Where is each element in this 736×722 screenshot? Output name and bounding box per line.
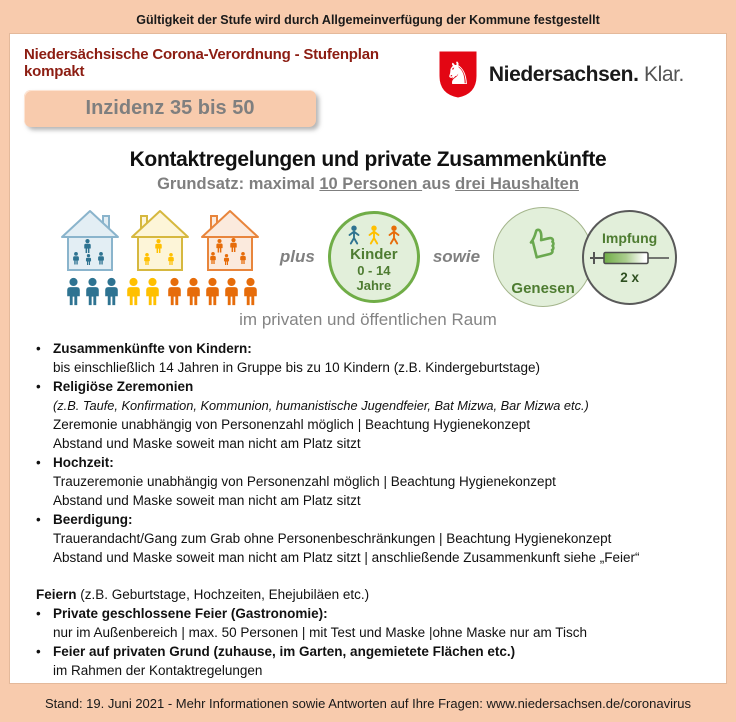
rule-item [36, 377, 700, 453]
plus-connector: plus [279, 247, 315, 266]
kinder-circle [328, 211, 420, 303]
rule-item [36, 642, 700, 680]
validity-banner-text: Gültigkeit der Stufe wird durch Allgemeinverfügung der Kommune festgestellt [136, 12, 600, 27]
three-children-icon [343, 225, 405, 246]
subtitle-part1: Grundsatz: maximal [157, 175, 320, 193]
rule-detail: Trauzeremonie unabhängig von Personenzahl möglich | Beachtung Hygienekonzept [53, 474, 556, 489]
feiern-heading-bold: Feiern [36, 587, 77, 602]
scope-caption: im privaten und öffentlichen Raum [239, 310, 497, 329]
validity-banner [9, 6, 727, 33]
kinder-label: Kinder [350, 246, 398, 263]
households-illustration [59, 207, 267, 307]
logo-text-main: Niedersachsen. [488, 62, 639, 86]
rule-detail: Abstand und Maske soweit man nicht am Platz sitzt [53, 493, 361, 508]
bullet-icon [36, 604, 53, 623]
rule-item [36, 510, 700, 567]
header-row [10, 44, 726, 127]
genesen-circle [493, 207, 593, 307]
coat-of-arms-icon [438, 50, 478, 99]
subtitle-part3: aus [422, 175, 456, 193]
logo-text [489, 63, 684, 87]
header-left [24, 46, 438, 127]
niedersachsen-logo [438, 50, 684, 99]
impfung-circle [582, 210, 677, 305]
syringe-icon [589, 249, 671, 267]
rule-detail: bis einschließlich 14 Jahren in Gruppe bis zu 10 Kindern (z.B. Kindergeburtstage) [53, 360, 541, 375]
bullet-icon [36, 453, 53, 472]
logo-text-sub: Klar. [643, 62, 684, 86]
rule-title: Feier auf privaten Grund (zuhause, im Garten, angemietete Flächen etc.) [53, 644, 516, 659]
feiern-heading [36, 585, 700, 604]
rule-detail: Zeremonie unabhängig von Personenzahl möglich | Beachtung Hygienekonzept [53, 417, 531, 432]
ten-people-row-icon [67, 278, 257, 305]
thumbs-up-icon [520, 218, 568, 264]
sowie-connector: sowie [432, 247, 481, 266]
horse-glyph: ♞ [443, 56, 472, 92]
rule-detail: Trauerandacht/Gang zum Grab ohne Personenbeschränkungen | Beachtung Hygienekonzept [53, 531, 612, 546]
rule-title: Private geschlossene Feier (Gastronomie): [53, 606, 328, 621]
bullet-icon [36, 339, 53, 358]
rule-item [36, 453, 700, 510]
subtitle-part4-underlined: drei Haushalten [455, 175, 579, 193]
kinder-age-range: 0 - 14 [357, 263, 391, 278]
impfung-label: Impfung [601, 229, 658, 246]
bullet-icon [36, 642, 53, 661]
document-title: Niedersächsische Corona-Verordnung - Stufenplan kompakt [24, 46, 379, 80]
rule-item [36, 604, 700, 642]
rule-title: Zusammenkünfte von Kindern: [53, 341, 252, 356]
subtitle-part2-underlined: 10 Personen [319, 175, 423, 193]
graphic-row [10, 205, 726, 309]
page-title: Kontaktregelungen und private Zusammenkünfte [129, 148, 607, 171]
rule-title: Hochzeit: [53, 455, 114, 470]
rule-detail: im Rahmen der Kontaktregelungen [53, 663, 263, 678]
yellow-house-icon [132, 211, 188, 270]
incidence-badge [24, 90, 316, 127]
orange-house-icon [202, 211, 258, 270]
genesen-label: Genesen [511, 280, 575, 297]
bullet-icon [36, 377, 53, 396]
page-subtitle [10, 175, 726, 194]
incidence-badge-label: Inzidenz 35 bis 50 [85, 97, 255, 119]
content-sheet [9, 33, 727, 684]
rule-item [36, 339, 700, 377]
rules-list [36, 339, 700, 680]
blue-house-icon [62, 211, 118, 270]
rule-detail: Abstand und Maske soweit man nicht am Platz sitzt [53, 436, 361, 451]
impfung-count: 2 x [620, 269, 639, 285]
footer-text: Stand: 19. Juni 2021 - Mehr Informationen sowie Antworten auf Ihre Fragen: www.niedersachsen.de/coronavirus [44, 695, 692, 711]
rule-detail: Abstand und Maske soweit man nicht am Platz sitzt | anschließende Zusammenkunft siehe „Feier“ [53, 550, 640, 565]
rule-title: Beerdigung: [53, 512, 133, 527]
footer [9, 684, 727, 722]
bullet-icon [36, 510, 53, 529]
feiern-heading-rest: (z.B. Geburtstage, Hochzeiten, Ehejubiläen etc.) [76, 587, 370, 602]
kinder-age-unit: Jahre [356, 278, 392, 293]
rule-detail: nur im Außenbereich | max. 50 Personen | mit Test und Maske |ohne Maske nur am Tisch [53, 625, 588, 640]
rule-title: Religiöse Zeremonien [53, 379, 194, 394]
rule-note: (z.B. Taufe, Konfirmation, Kommunion, humanistische Jugendfeier, Bat Mizwa, Bar Mizwa etc.) [53, 398, 589, 413]
